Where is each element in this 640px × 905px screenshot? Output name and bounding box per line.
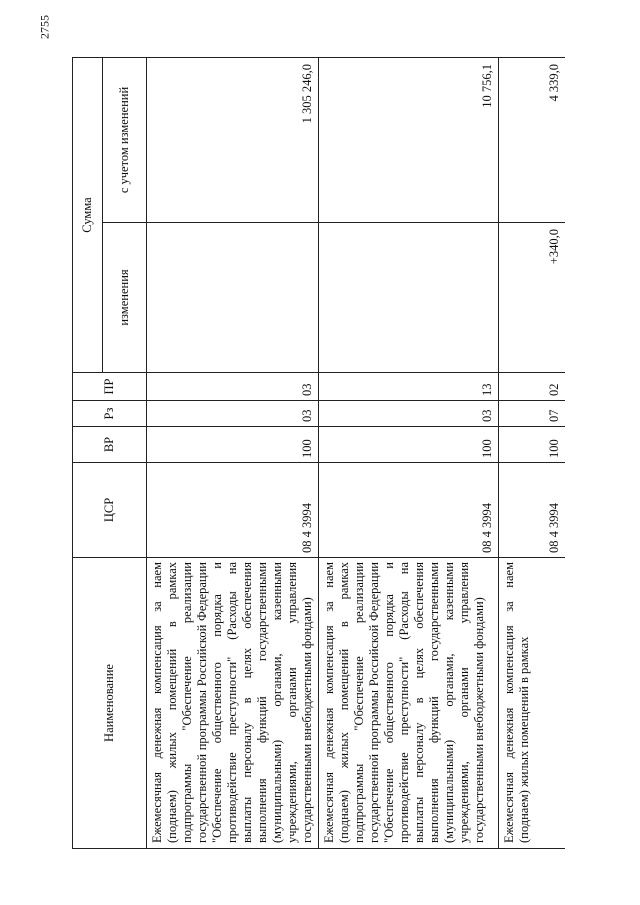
row-csr: 08 4 3994 — [499, 463, 565, 558]
row-changes — [319, 223, 499, 373]
row-with-changes: 1 305 246,0 — [147, 58, 319, 223]
table-row — [319, 58, 499, 849]
budget-table-rotated — [72, 58, 568, 849]
header-with-changes: с учетом изменений — [103, 58, 147, 223]
row-rz: 03 — [147, 401, 319, 427]
header-rz: Рз — [73, 401, 147, 427]
row-name: Ежемесячная денежная компенсация за наем (поднаем) жилых помещений в рамках — [499, 558, 565, 849]
header-sum: Сумма — [73, 58, 103, 373]
row-pr: 03 — [147, 373, 319, 401]
page-number — [35, 17, 55, 37]
row-with-changes: 10 756,1 — [319, 58, 499, 223]
header-changes: изменения — [103, 223, 147, 373]
row-vr: 100 — [319, 427, 499, 463]
header-name: Наименование — [73, 558, 147, 849]
row-changes — [147, 223, 319, 373]
row-name: Ежемесячная денежная компенсация за наем (поднаем) жилых помещений в рамках подпрограммы "Обеспечение реализации государственной программы Российской Федерации "Обеспечение общественного порядка и противодействие преступности" (Расходы на выплаты персоналу в целях обеспечения выполнения функций государственными (муниципальными) органами, казенными учреждениями, органами управления государственными внебюджетными фондами) — [147, 558, 319, 849]
row-name: Ежемесячная денежная компенсация за наем (поднаем) жилых помещений в рамках подпрограммы "Обеспечение реализации государственной программы Российской Федерации "Обеспечение общественного порядка и противодействие преступности" (Расходы на выплаты персоналу в целях обеспечения выполнения функций государственными (муниципальными) органами, казенными учреждениями, органами управления государственными внебюджетными фондами) — [319, 558, 499, 849]
row-vr: 100 — [499, 427, 565, 463]
row-rz: 03 — [319, 401, 499, 427]
row-rz: 07 — [499, 401, 565, 427]
header-csr: ЦСР — [73, 463, 147, 558]
row-pr: 02 — [499, 373, 565, 401]
row-pr: 13 — [319, 373, 499, 401]
budget-table — [72, 57, 565, 849]
row-with-changes: 4 339,0 — [499, 58, 565, 223]
table-row — [147, 58, 319, 849]
row-vr: 100 — [147, 427, 319, 463]
page-number-text: 2755 — [37, 15, 52, 39]
row-changes: +340,0 — [499, 223, 565, 373]
header-vr: ВР — [73, 427, 147, 463]
row-csr: 08 4 3994 — [147, 463, 319, 558]
row-csr: 08 4 3994 — [319, 463, 499, 558]
table-row — [499, 58, 565, 849]
header-pr: ПР — [73, 373, 147, 401]
